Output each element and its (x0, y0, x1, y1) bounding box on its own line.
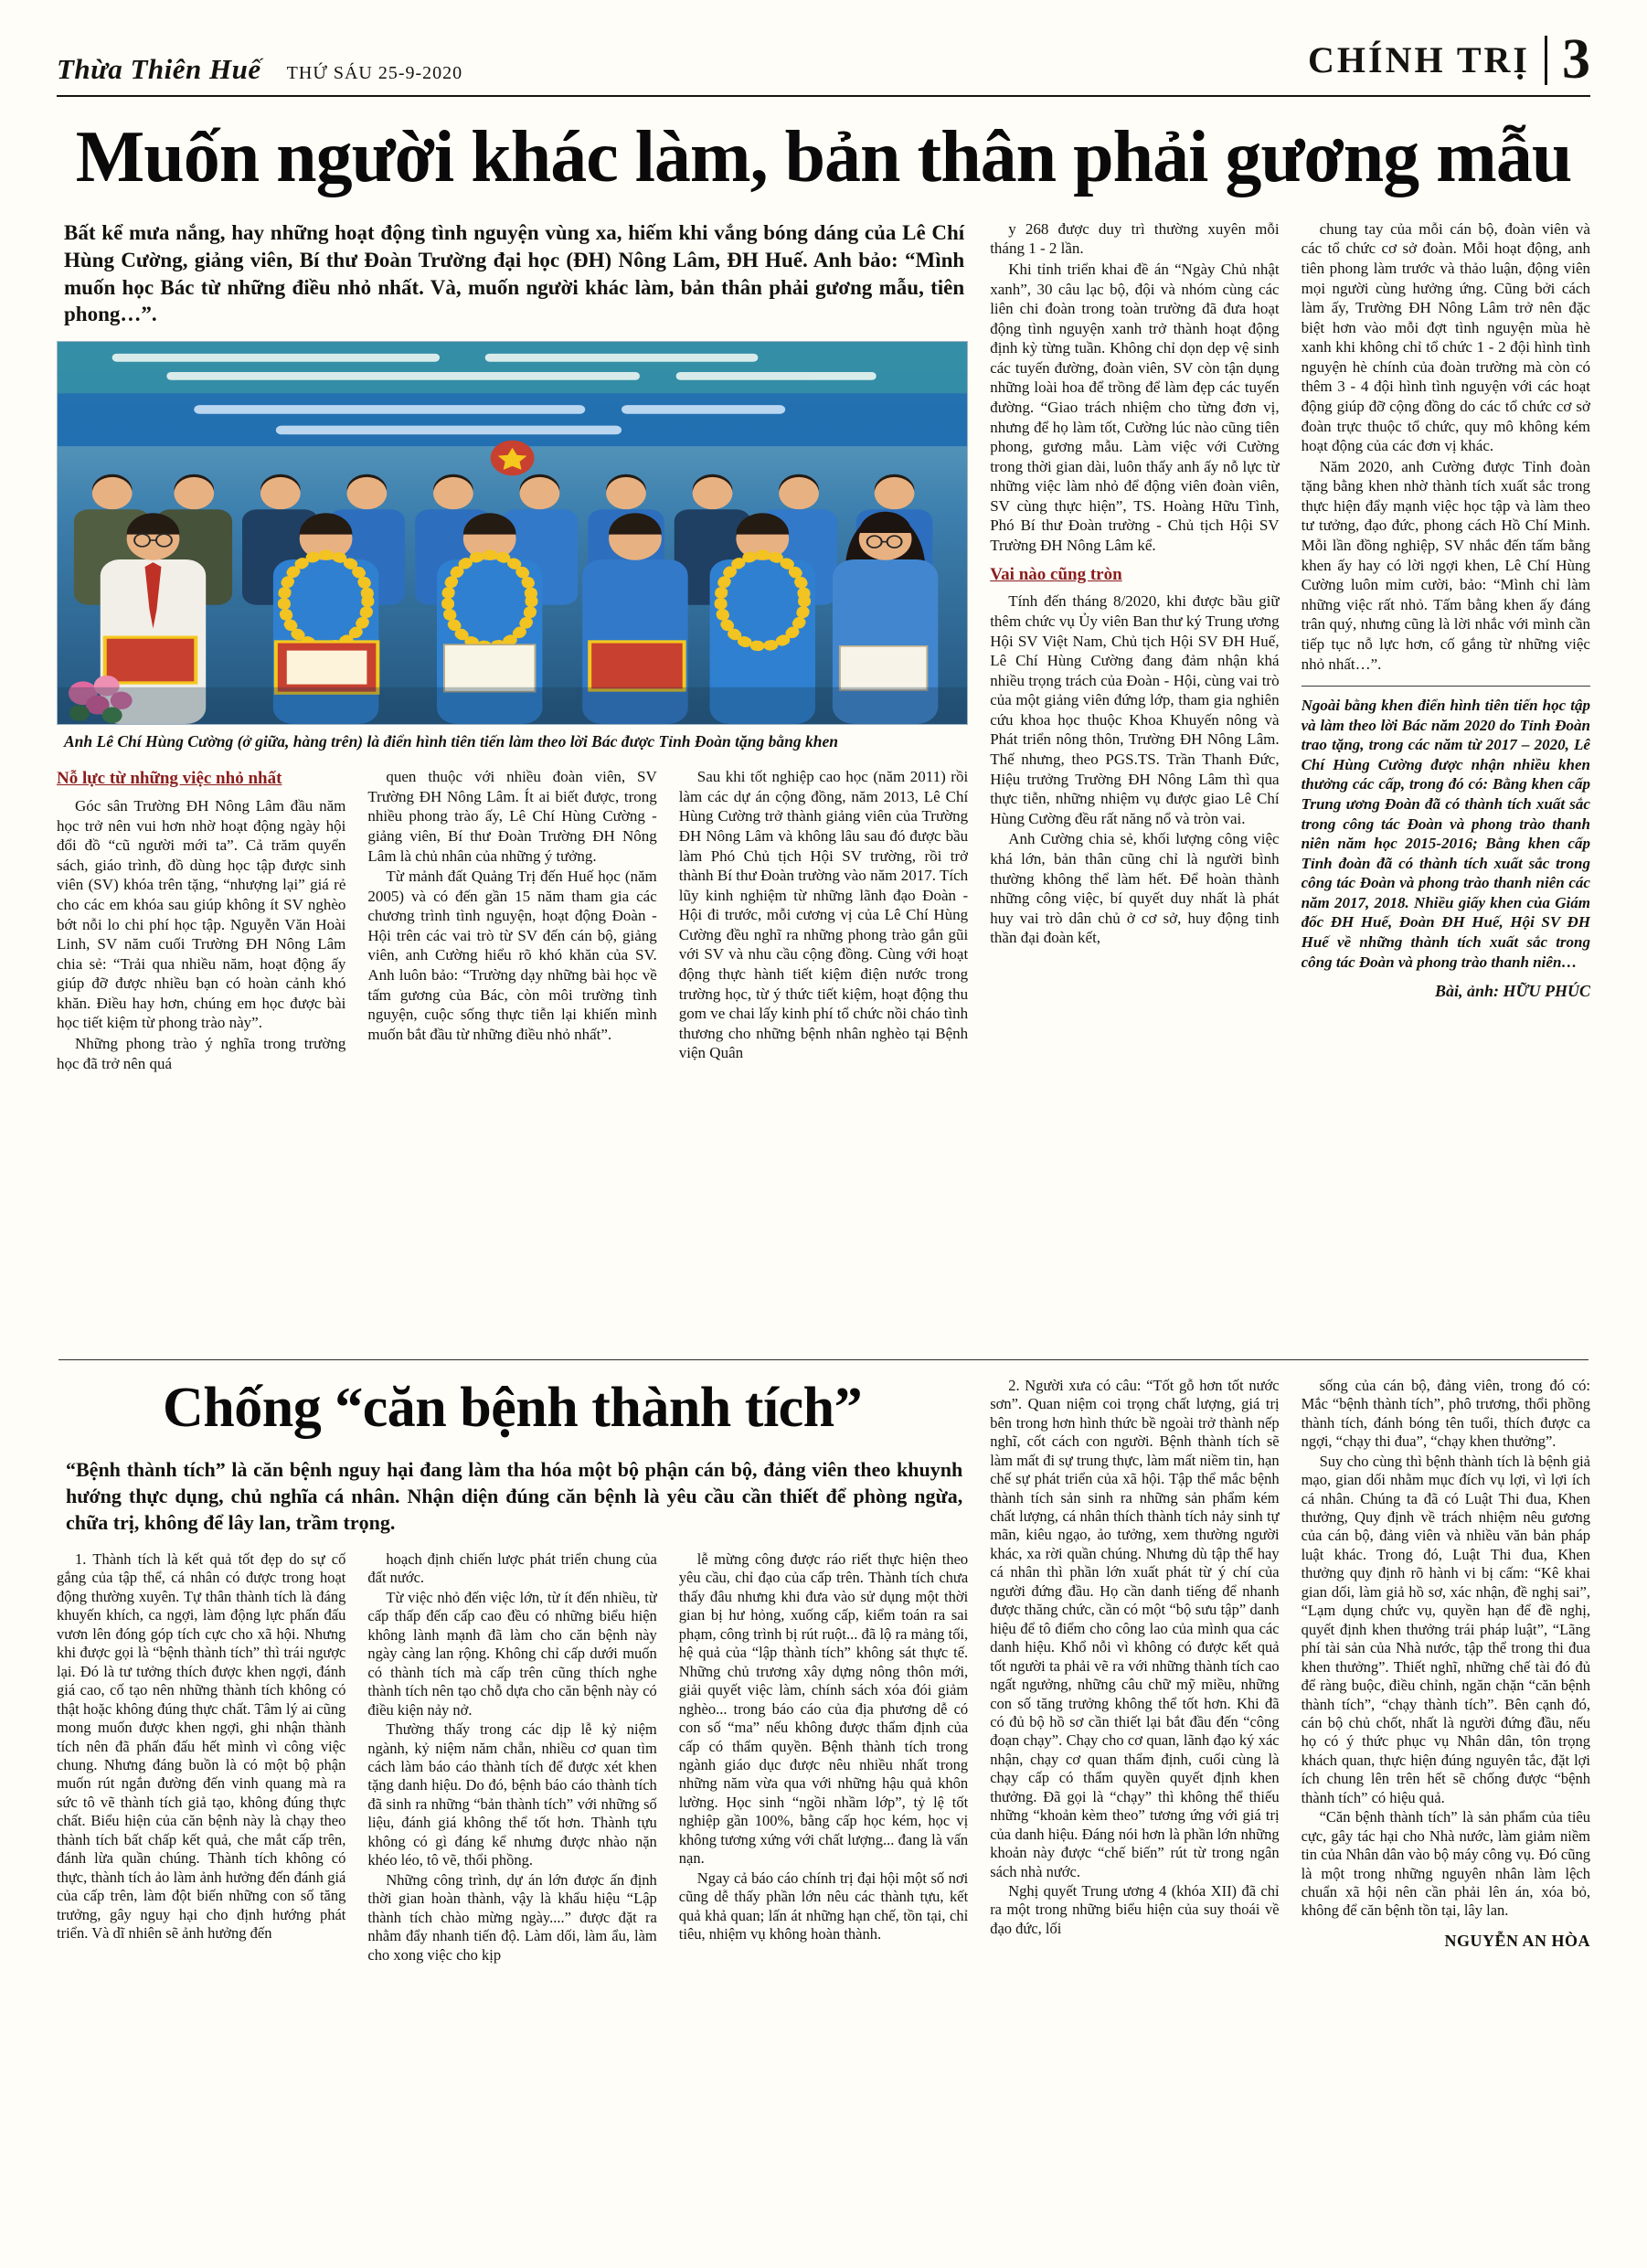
article2-col5 (1302, 1377, 1590, 2247)
paragraph: Những phong trào ý nghĩa trong trường học đã trở nên quá (57, 1034, 346, 1072)
article1-col4 (990, 219, 1279, 1339)
paragraph: Nghị quyết Trung ương 4 (khóa XII) đã chỉ ra một trong những biểu hiện của suy thoái về đạo đức, lối (990, 1882, 1280, 1937)
paragraph: Sau khi tốt nghiệp cao học (năm 2011) rồi làm các dự án cộng đồng, năm 2013, Lê Chí Hùng Cường trở thành giảng viên của Trường ĐH Nông Lâm và không lâu sau đó được bầu làm Phó Chủ tịch Hội SV trường, rồi trở thành Bí thư Đoàn trường vào năm 2017. Tích lũy kinh nghiệm từ những lãnh đạo Đoàn - Hội đi trước, mỗi cương vị của Lê Chí Hùng Cường đều nghĩ ra những phong trào gắn gũi với SV và nhu cầu cộng đồng. Cùng với hoạt động thực hành tiết kiệm điện nước trong trường học, từ ý thức tiết kiệm, hoạt động thu gom ve chai lấy kinh phí tổ chức nồi cháo tình thương cho những bệnh nhân nghèo tại Bệnh viện Quân (678, 768, 969, 1062)
paragraph: Ngay cả báo cáo chính trị đại hội một số nơi cũng dễ thấy phần lớn nêu các thành tựu, kết quả khả quan; lấn át những hạn chế, tồn tại, chỉ tiêu, nhiệm vụ không hoàn thành. (678, 1869, 969, 1943)
article1-left-zone (57, 219, 968, 1339)
article2-col3 (679, 1550, 968, 2247)
paragraph: 1. Thành tích là kết quả tốt đẹp do sự cố gắng của tập thể, cá nhân có được trong hoạt động thường xuyên. Tự thân thành tích là đáng khuyến khích, ca ngợi, làm động lực phấn đấu vươn lên đóng góp tích cực cho xã hội. Nhưng khi được gọi là “bệnh thành tích” thì trái ngược lại. Đó là tư tưởng thích được khen ngợi, đánh giá cao, cố tạo nên những thành tích không có thật hoặc không đúng thực chất. Tâm lý ai cũng mong muốn được khen ngợi, ghi nhận thành tích nên đã phấn đấu hết mình vì công việc chung. Nhưng đáng buồn là có một bộ phận muốn rút ngắn đường đến vinh quang mà ra sức tô vẽ thành tích giả tạo, không đúng thực chất. Biểu hiện của căn bệnh này là chạy theo thành tích bất chấp kết quả, che mắt cấp trên, đánh lừa quần chúng. Thành tích không có thực, thành tích ảo làm ảnh hưởng đến đánh giá của cấp trên, làm đột biến những con số tăng trưởng, gây nguy hại cho định hướng phát triển. Và dĩ nhiên sẽ ảnh hưởng đến (57, 1549, 346, 1943)
article1-col3 (679, 767, 968, 1339)
article2-left-zone (57, 1377, 968, 2247)
paragraph: lễ mừng công được ráo riết thực hiện theo yêu cầu, chỉ đạo của cấp trên. Thành tích chưa thấy đâu nhưng khi đưa vào sử dụng một thời gian bị hư hỏng, xuống cấp, kiểm toán ra sai phạm, công trình bị rút ruột... đã lộ ra mảng tối, hệ quả của “lập thành tích” không sát thực tế. Những chủ trương xây dựng nông thôn mới, giải quyết việc làm, chính sách xóa đói giảm nghèo... trong báo cáo của địa phương dễ có con số “ma” nếu không được thẩm định của cấp có thẩm quyền. Bệnh thành tích trong ngành giáo dục được nêu nhiều nhất trong những năm vừa qua với những hậu quả khôn lường. Học sinh “ngồi nhầm lớp”, tỷ lệ tốt nghiệp gần 100%, bằng cấp học kém, học vị không tương xứng với chất lượng... đang là vấn nạn. (678, 1549, 969, 1868)
paper-name: Thừa Thiên Huế (57, 52, 261, 85)
paragraph: Góc sân Trường ĐH Nông Lâm đầu năm học trở nên vui hơn nhờ hoạt động ngày hội đổi đồ “cũ người mới ta”. Cả trăm quyển sách, giáo trình, đồ dùng học tập được sinh viên (SV) khóa trên tặng, “nhượng lại” giá rẻ cho các em khóa sau giúp không ít SV nghèo bớt nỗi lo chi phí học tập. Nguyễn Văn Hoài Linh, SV năm cuối Trường ĐH Nông Lâm chia sẻ: “Trải qua nhiều năm, hoạt động ấy giúp đỡ được nhiều bạn có hoàn cảnh khó khăn. Điều hay hơn, chúng em học được bài học tiết kiệm từ phong trào này”. (57, 797, 346, 1032)
article2 (57, 1377, 1590, 2247)
paragraph: Từ việc nhỏ đến việc lớn, từ ít đến nhiều, từ cấp thấp đến cấp cao đều có những biểu hiện không lành mạnh đã làm cho căn bệnh này ngày càng lan rộng. Không chỉ cấp dưới muốn có thành tích mà cấp trên cũng thích nghe thành tích nên tạo chỗ dựa cho căn bệnh này có điều kiện nảy nở. (367, 1588, 657, 1719)
paragraph: Thường thấy trong các dịp lễ kỷ niệm ngành, kỷ niệm năm chẵn, nhiều cơ quan tìm cách làm báo cáo thành tích để được xét khen tặng danh hiệu. Do đó, bệnh báo cáo thành tích đã sinh ra những “bản thành tích” với những số liệu, đánh giá không thể tốt hơn. Thành tựu không có gì đáng kể nhưng được nhào nặn khéo léo, tô vẽ, thổi phồng. (367, 1720, 657, 1869)
article1-col2-text (367, 767, 656, 1044)
article2-col4-text (990, 1377, 1279, 1939)
paragraph: y 268 được duy trì thường xuyên mỗi tháng 1 - 2 lần. (990, 219, 1280, 258)
article1-lead: Bất kể mưa nắng, hay những hoạt động tình nguyện vùng xa, hiếm khi vắng bóng dáng của Lê Chí Hùng Cường, giảng viên, Bí thư Đoàn Trường đại học (ĐH) Nông Lâm, ĐH Huế. Anh bảo: “Mình muốn học Bác từ những điều nhỏ nhất. Và, muốn người khác làm, bản thân phải gương mẫu, tiên phong…”. (64, 220, 965, 326)
article2-col1 (57, 1550, 345, 2247)
paragraph: Những công trình, dự án lớn được ấn định thời gian hoàn thành, vậy là khẩu hiệu “Lập thành tích chào mừng ngày....” được đặt ra nhằm đẩy nhanh tiến độ. Làm dối, làm ẩu, làm cho xong việc cho kịp (367, 1870, 657, 1964)
article2-columns (57, 1550, 968, 2247)
paragraph: hoạch định chiến lược phát triển chung của đất nước. (367, 1549, 657, 1587)
masthead-left (57, 53, 462, 86)
article1-col5-text (1302, 219, 1590, 675)
article1-col1-text (57, 796, 345, 1073)
article1-col1 (57, 767, 345, 1339)
article1 (57, 219, 1590, 1339)
paragraph: sống của cán bộ, đảng viên, trong đó có: Mắc “bệnh thành tích”, phô trương, thổi phồng thành tích, đánh bóng tên tuổi, thích được ca ngợi, “chạy thi đua”, “chạy khen thưởng”. (1301, 1376, 1590, 1451)
youth-union-emblem (491, 441, 535, 476)
article-divider (58, 1359, 1589, 1360)
article1-awards-highlight: Ngoài bằng khen điển hình tiên tiến học tập và làm theo lời Bác năm 2020 do Tỉnh Đoàn trao tặng, trong các năm từ 2017 – 2020, Lê Chí Hùng Cường được nhận nhiều khen thưởng các cấp, trong đó có: Bằng khen cấp Trung ương Đoàn đã có thành tích xuất sắc trong công tác Đoàn và phong trào thanh niên năm học 2015-2016; Bằng khen cấp Tỉnh đoàn đã có thành tích xuất sắc trong công tác Đoàn và phong trào thanh niên các năm 2017, 2018. Nhiều giấy khen của Giám đốc ĐH Huế, Đoàn ĐH Huế, Hội SV ĐH Huế về những thành tích xuất sắc trong công tác Đoàn và phong trào thanh niên… (1302, 686, 1590, 972)
paragraph: quen thuộc với nhiều đoàn viên, SV Trường ĐH Nông Lâm. Ít ai biết được, trong nhiều phong trào ấy, Lê Chí Hùng Cường - giảng viên, Bí thư Đoàn Trường ĐH Nông Lâm là chủ nhân của những ý tưởng. (367, 768, 657, 865)
article1-col4-text-bottom (990, 591, 1279, 947)
article1-col3-text (679, 767, 968, 1063)
article2-lead: “Bệnh thành tích” là căn bệnh nguy hại đang làm tha hóa một bộ phận cán bộ, đảng viên theo khuynh hướng thực dụng, chủ nghĩa cá nhân. Nhận diện đúng căn bệnh là yêu cầu cần thiết để phòng ngừa, chữa trị, không để lây lan, trầm trọng. (66, 1457, 963, 1534)
paragraph: Suy cho cùng thì bệnh thành tích là bệnh giả mạo, gian dối nhằm mục đích vụ lợi, vì lợi ích cá nhân. Chúng ta đã có Luật Thi đua, Khen thưởng, Quy định về trách nhiệm nêu gương của cán bộ, đảng viên và nhiều văn bản pháp luật khác. Trong đó, Luật Thi đua, Khen thưởng quy định rõ hành vi bị cấm: “Kê khai gian dối, làm giả hồ sơ, xác nhận, đề nghị sai”, “Lạm dụng chức vụ, quyền hạn để đề nghị, quyết định khen thưởng trái pháp luật”, “Lãng phí tài sản của Nhà nước, tập thể trong thi đua khen thưởng”. Thiết nghĩ, những chế tài đó đủ để ràng buộc, điều chỉnh, ngăn chặn “căn bệnh thành tích”, “chạy thành tích”. Bên cạnh đó, cán bộ chủ chốt, nhất là người đứng đầu, nếu họ có ý thức phục vụ Nhân dân, tôn trọng khách quan, thực hiện đúng nguyên tắc, đặt lợi ích chung lên trên hết sẽ chống được “bệnh thành tích” có hiệu quả. (1301, 1452, 1590, 1806)
masthead-right (1308, 28, 1590, 91)
paragraph: 2. Người xưa có câu: “Tốt gỗ hơn tốt nước sơn”. Quan niệm coi trọng chất lượng, giá trị bên trong hơn hình thức bề ngoài trở thành nếp nghĩ, cốt cách con người. Bệnh thành tích sẽ làm mất đi sự trung thực, làm mất niềm tin, hạn chế sự phát triển của xã hội. Tập thể mắc bệnh thành tích sản sinh ra những sản phẩm kém chất lượng, cá nhân thích thành tích nảy sinh tự mãn, kiêu ngạo, ảo tưởng, xem thường người khác, xa rời quần chúng. Nhưng dù tập thể hay cá nhân thì phần lớn xuất phát từ ý chí của người đứng đầu. Họ cần danh tiếng để nhanh được thăng chức, cần có một “bộ sưu tập” danh hiệu để tô điểm cho công lao của mình qua các danh hiệu. Khổ nỗi vì không có được kết quả tốt người ta phải vẽ ra với những thành tích cao ngất ngưởng, những câu chữ mỹ miều, những con số tăng trưởng không thể tốt hơn. Khi đã có đủ bộ hồ sơ cần thiết lại bắt đầu đến “công đoạn chạy”. Chạy cho cơ quan, lãnh đạo ký xác nhận, chạy cơ quan thẩm định, cuối cùng là chạy cấp có thẩm quyền quyết định khen thưởng. Đã gọi là “chạy” thì không thể thiếu những “khoản kèm theo” tương ứng với giá trị của danh hiệu. Đáng nói hơn là phần lớn những khoản này được “chế biến” rút từ trong ngân sách nhà nước. (990, 1376, 1280, 1880)
article1-col5 (1302, 219, 1590, 1339)
paragraph: Năm 2020, anh Cường được Tỉnh đoàn tặng bằng khen nhờ thành tích xuất sắc trong thực hiện đẩy mạnh việc học tập và làm theo tư tưởng, đạo đức, phong cách Hồ Chí Minh. Mỗi lần đồng nghiệp, SV nhắc đến tấm bằng khen ấy hay có lời ngợi khen, Lê Chí Hùng Cường luôn mỉm cười, bảo: “Mình chỉ làm những việc rất nhỏ. Tấm bằng khen ấy đáng trân quý, nhưng cũng là lời nhắc với mình cần tiếp tục nỗ lực hơn, cố gắng từ những việc nhỏ nhất…”. (1301, 457, 1590, 673)
issue-date: THỨ SÁU 25-9-2020 (286, 62, 463, 83)
article1-col4-text-top (990, 219, 1279, 556)
paragraph: Anh Cường chia sẻ, khối lượng công việc khá lớn, bản thân cũng chỉ là người bình thường không thể làm hết. Để hoàn thành những công việc, bí quyết duy nhất là phát huy vai trò dân chủ ở cơ sở, huy động tinh thần đại đoàn kết, (990, 830, 1280, 947)
article1-col2 (367, 767, 656, 1339)
article1-columns (57, 767, 968, 1339)
paragraph: chung tay của mỗi cán bộ, đoàn viên và các tổ chức cơ sở đoàn. Mỗi hoạt động, anh tiên phong làm trước và thảo luận, động viên mọi người cùng hưởng ứng. Cũng bởi cách làm ấy, Trường ĐH Nông Lâm trở nên đặc biệt hơn vào mỗi đợt tình nguyện mùa hè xanh khi không chỉ tổ chức 1 - 2 đội hình tình nguyện hè chính của đoàn trường mà còn có thêm 3 - 4 đội hình tình nguyện với các hoạt động giúp đỡ cộng đồng do các tổ chức cơ sở đoàn trực thuộc tổ chức, quy mô không kém hoạt động của các đơn vị khác. (1301, 219, 1590, 455)
article1-subhead-1: Nỗ lực từ những việc nhỏ nhất (57, 769, 282, 789)
section-name: CHÍNH TRỊ (1308, 38, 1530, 80)
article2-byline: NGUYỄN AN HÒA (1444, 1931, 1590, 1950)
article1-subhead-2: Vai nào cũng tròn (990, 564, 1122, 584)
paragraph: Từ mảnh đất Quảng Trị đến Huế học (năm 2005) và có đến gần 15 năm tham gia các chương trình tình nguyện, hoạt động Đoàn - Hội trên các vai trò từ SV đến cán bộ, giảng viên, anh Cường hiểu rõ khó khăn của SV. Anh luôn bảo: “Trường dạy những bài học về tấm gương của Bác, còn môi trường tình nguyện, cuộc sống thực tiễn lại khiến mình muốn bắt đầu từ những điều nhỏ nhất”. (367, 868, 657, 1043)
page-number: 3 (1562, 28, 1590, 91)
article1-photo (57, 341, 968, 725)
group-photo-illustration (58, 342, 967, 724)
article1-byline: Bài, ảnh: HỮU PHÚC (1435, 982, 1590, 1001)
page-number-divider (1545, 36, 1547, 85)
paragraph: “Căn bệnh thành tích” là sản phẩm của tiêu cực, gây tác hại cho Nhà nước, làm giảm niềm tin của Nhân dân vào bộ máy công vụ. Đó cũng là một trong những nguyên nhân làm lệch chuẩn xã hội nên cần phải lên án, xóa bỏ, không để căn bệnh tồn tại, lây lan. (1301, 1808, 1590, 1920)
article2-col4 (990, 1377, 1279, 2247)
paragraph: Khi tỉnh triển khai đề án “Ngày Chủ nhật xanh”, 30 câu lạc bộ, đội và nhóm cùng các liên chi đoàn trong toàn trường đã đưa hoạt động tình nguyện xanh trở thành hoạt động định kỳ từng tuần. Không chỉ dọn dẹp vệ sinh các tuyến đường, đoàn viên, SV còn tận dụng những loài hoa để trồng để làm đẹp các tuyến đường. “Giao trách nhiệm cho từng đơn vị, nhưng để họ làm tốt, Cường lúc nào cũng tiên phong, gương mẫu. Làm việc với Cường trong thời gian dài, luôn thấy anh ấy nỗ lực từ những việc làm nhỏ để động viên đoàn viên, SV cùng thực hiện”, TS. Hoàng Hữu Tình, Phó Bí thư Đoàn trường - Chủ tịch Hội SV Trường ĐH Nông Lâm kể. (990, 260, 1280, 555)
masthead (57, 28, 1590, 97)
article1-photo-caption: Anh Lê Chí Hùng Cường (ở giữa, hàng trên) là điển hình tiên tiến làm theo lời Bác được Tỉnh Đoàn tặng bằng khen (64, 732, 838, 751)
article2-col5-text (1302, 1377, 1590, 1922)
article2-headline: Chống “căn bệnh thành tích” (163, 1376, 863, 1439)
article1-headline: Muốn người khác làm, bản thân phải gương mẫu (75, 116, 1572, 197)
paragraph: Tính đến tháng 8/2020, khi được bầu giữ thêm chức vụ Ủy viên Ban thư ký Trung ương Hội SV Việt Nam, Chủ tịch Hội SV ĐH Huế, Lê Chí Hùng Cường đang đảm nhận khá nhiều trọng trách của Đoàn - Hội, cùng vai trò của một giảng viên đứng lớp, tham gia nghiên cứu khoa học thuộc Khoa Khuyến nông và Phát triển nông thôn, Trường ĐH Nông Lâm. Thế nhưng, theo PGS.TS. Trần Thanh Đức, Hiệu trưởng Trường ĐH Nông Lâm thì qua thực tiễn, những nhiệm vụ được giao Lê Chí Hùng Cường đều rất năng nổ và tròn vai. (990, 592, 1280, 827)
article2-col2 (367, 1550, 656, 2247)
